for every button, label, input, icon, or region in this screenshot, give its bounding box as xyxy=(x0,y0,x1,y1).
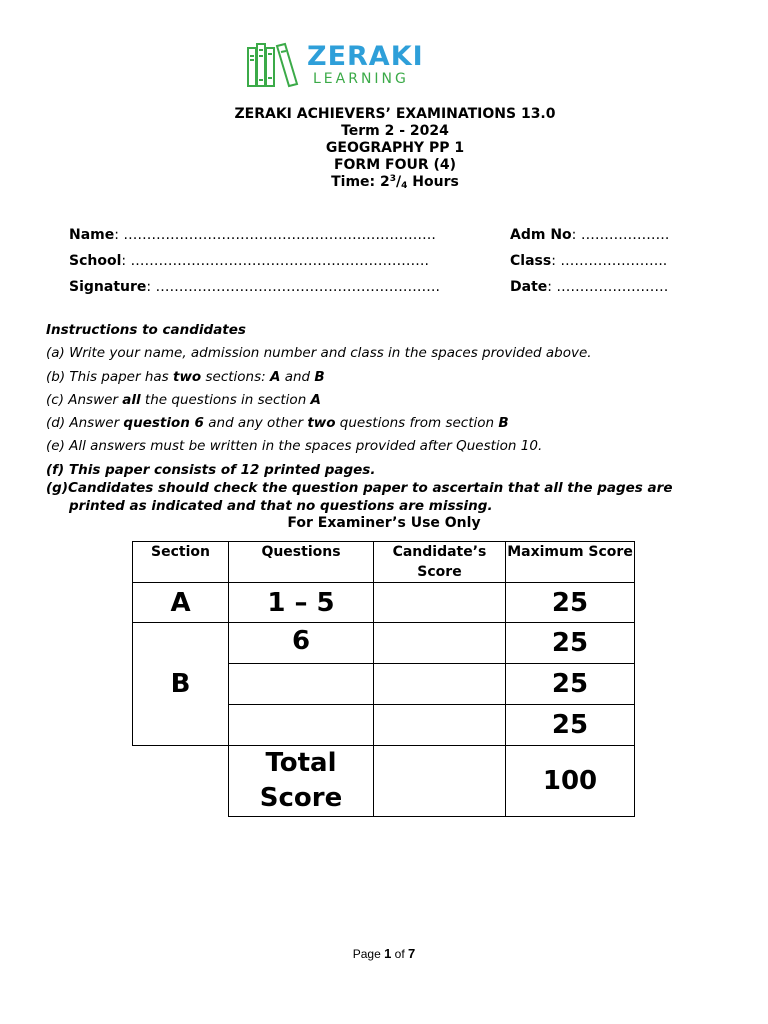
total-score-label: Total Score xyxy=(229,746,374,817)
instruction-d-mid2: questions from section xyxy=(335,415,499,431)
examiner-title: For Examiner’s Use Only xyxy=(287,515,481,531)
page-footer xyxy=(0,946,768,961)
instruction-b-pre: (b) This paper has xyxy=(46,369,173,385)
exam-term: Term 2 - 2024 xyxy=(341,123,449,139)
table-row xyxy=(133,583,635,623)
date-dots[interactable]: : …………………… xyxy=(547,279,669,295)
section-a-cell: A xyxy=(133,583,229,623)
max-score-cell: 25 xyxy=(506,623,635,664)
name-field[interactable] xyxy=(69,226,436,244)
score-table xyxy=(132,541,635,817)
instruction-d-two: two xyxy=(307,415,336,431)
table-row xyxy=(133,623,635,664)
school-label: School xyxy=(69,253,122,269)
books-icon xyxy=(245,42,303,90)
instruction-c-all: all xyxy=(122,392,141,408)
instruction-c-pre: (c) Answer xyxy=(46,392,123,408)
instruction-g-line1: (g)Candidates should check the question paper to ascertain that all the pages are xyxy=(46,480,673,496)
signature-field[interactable] xyxy=(69,278,440,296)
instruction-c-section-a: A xyxy=(310,392,321,408)
instruction-d-pre: (d) Answer xyxy=(46,415,124,431)
questions-cell[interactable] xyxy=(229,705,374,746)
header-section: Section xyxy=(133,542,229,583)
time-sup: 3 xyxy=(389,174,397,184)
table-total-row xyxy=(133,746,635,817)
instruction-a: (a) Write your name, admission number and class in the spaces provided above. xyxy=(46,345,592,361)
instruction-d-section-b: B xyxy=(498,415,509,431)
time-slash: / xyxy=(396,174,402,190)
exam-subject: GEOGRAPHY PP 1 xyxy=(325,140,465,156)
section-b-cell: B xyxy=(133,623,229,746)
instruction-e: (e) All answers must be written in the spaces provided after Question 10. xyxy=(46,438,543,454)
exam-form: FORM FOUR (4) xyxy=(333,157,457,173)
time-sub: 4 xyxy=(401,181,408,191)
date-field[interactable] xyxy=(510,278,668,296)
questions-cell[interactable] xyxy=(229,664,374,705)
candidate-score-cell[interactable] xyxy=(374,623,506,664)
instruction-b-section-a: A xyxy=(269,369,281,385)
header-maximum-score: Maximum Score xyxy=(506,542,635,583)
instruction-d-question: question 6 xyxy=(123,415,204,431)
max-score-cell: 25 xyxy=(506,583,635,623)
questions-cell: 1 – 5 xyxy=(229,583,374,623)
signature-dots[interactable]: : ……………………………………………………. xyxy=(146,279,441,295)
class-dots[interactable]: : ………………….. xyxy=(551,253,668,269)
instruction-d xyxy=(46,414,509,432)
header-candidate-score: Candidate’s Score xyxy=(374,542,506,583)
adm-no-label: Adm No xyxy=(510,227,572,243)
date-label: Date xyxy=(510,279,548,295)
total-pages: 7 xyxy=(408,946,416,961)
class-field[interactable] xyxy=(510,252,667,270)
time-suffix: Hours xyxy=(407,174,459,190)
total-candidate-score-cell[interactable] xyxy=(374,746,506,817)
adm-no-field[interactable] xyxy=(510,226,669,244)
header-questions: Questions xyxy=(229,542,374,583)
instruction-b-and: and xyxy=(280,369,315,385)
candidate-score-cell[interactable] xyxy=(374,705,506,746)
instruction-b-two: two xyxy=(172,369,202,385)
page-word: Page xyxy=(352,947,385,961)
logo-tagline: LEARNING xyxy=(313,71,409,87)
name-dots[interactable]: : …………………………………………………………. xyxy=(114,227,436,243)
instruction-c-mid: the questions in section xyxy=(140,392,311,408)
exam-series: ZERAKI ACHIEVERS’ EXAMINATIONS 13.0 xyxy=(234,106,556,122)
total-max-score-cell: 100 xyxy=(506,746,635,817)
instruction-d-mid: and any other xyxy=(203,415,308,431)
exam-time xyxy=(0,174,768,191)
questions-cell: 6 xyxy=(229,623,374,664)
of-word: of xyxy=(391,947,409,961)
instruction-g-line2: printed as indicated and that no questions are missing. xyxy=(69,498,493,514)
zeraki-logo xyxy=(245,42,445,90)
table-header-row xyxy=(133,542,635,583)
instructions-title: Instructions to candidates xyxy=(46,322,246,338)
school-dots[interactable]: : ………………………………………………………. xyxy=(121,253,430,269)
instruction-f: (f) This paper consists of 12 printed pages. xyxy=(46,462,376,478)
school-field[interactable] xyxy=(69,252,429,270)
page-number: 1 xyxy=(384,946,392,961)
instruction-b xyxy=(46,368,325,386)
max-score-cell: 25 xyxy=(506,705,635,746)
instruction-c xyxy=(46,391,321,409)
logo-brand: ZERAKI xyxy=(307,41,424,72)
adm-no-dots[interactable]: : ………………. xyxy=(571,227,670,243)
class-label: Class xyxy=(510,253,552,269)
blank-cell xyxy=(133,746,229,817)
candidate-score-cell[interactable] xyxy=(374,664,506,705)
instruction-b-section-b: B xyxy=(314,369,325,385)
exam-header xyxy=(0,106,768,191)
name-label: Name xyxy=(69,227,115,243)
time-prefix: Time: 2 xyxy=(331,174,390,190)
candidate-score-cell[interactable] xyxy=(374,583,506,623)
instruction-b-mid: sections: xyxy=(201,369,270,385)
signature-label: Signature xyxy=(69,279,147,295)
max-score-cell: 25 xyxy=(506,664,635,705)
